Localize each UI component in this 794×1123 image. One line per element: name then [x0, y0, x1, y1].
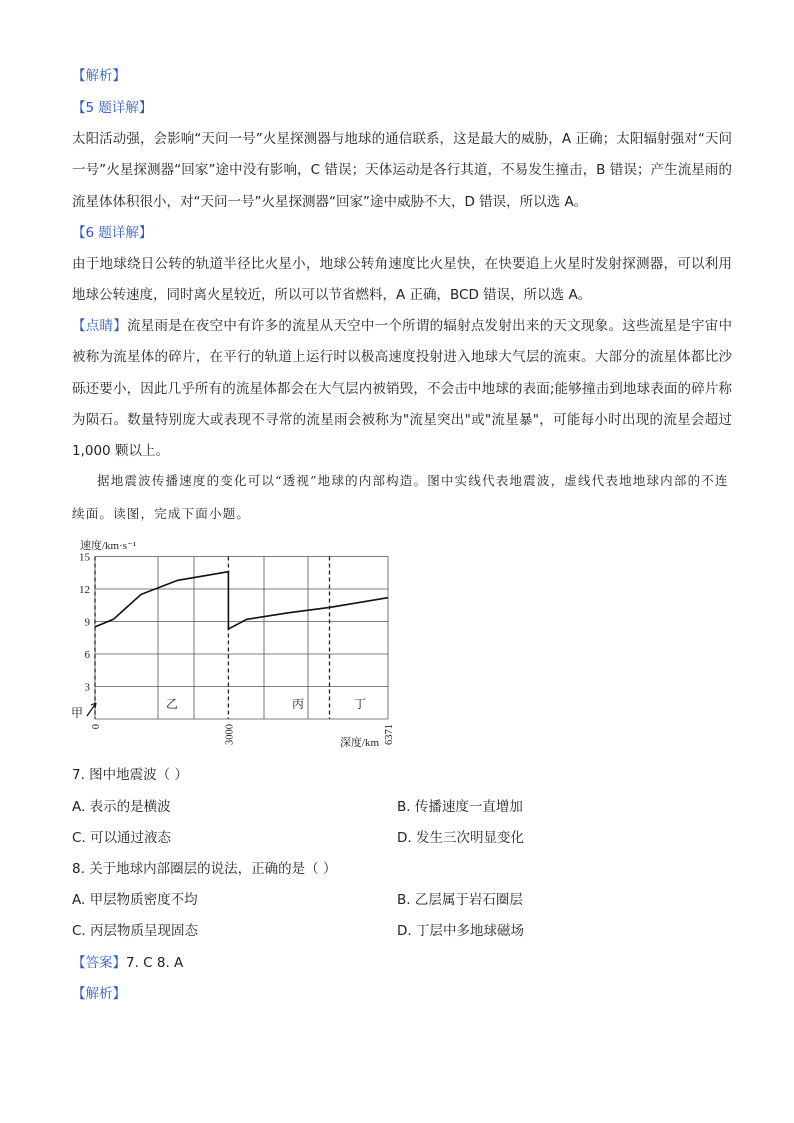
q6-explanation: 由于地球绕日公转的轨道半径比火星小，地球公转角速度比火星快，在快要追上火星时发射探测器，可以利用地球公转速度，同时离火星较近，所以可以节省燃料，A 正确，BCD 错误，所以选 A。	[72, 256, 732, 304]
tip-text: 流星雨是在夜空中有许多的流星从天空中一个所谓的辐射点发射出来的天文现象。这些流星是宇宙中被称为流星体的碎片，在平行的轨道上运行时以极高速度投射进入地球大气层的流束。大部分的流星体都比沙砾还要小，因此几乎所有的流星体都会在大气层内被销毁，不会击中地球的表面;能够撞击到地球表面的碎片称为陨石。数量特别庞大或表现不寻常的流星雨会被称为"流星突出"或"流星暴"，可能每小时出现的流星会超过 1,000 颗以上。	[72, 318, 733, 460]
layer-label-yi: 乙	[166, 697, 179, 711]
y-tick-label: 9	[84, 616, 90, 629]
question-intro: 据地震波传播速度的变化可以“透视”地球的内部构造。图中实线代表地震波，虚线代表地地球内部的不连续面。读图，完成下面小题。	[72, 473, 729, 521]
analysis-label-2: 【解析】	[72, 986, 126, 1002]
q7-stem: 7. 图中地震波（ ）	[72, 767, 188, 783]
seismic-wave-curve	[95, 572, 388, 629]
y-tick-label: 15	[79, 551, 90, 564]
layer-label-ding: 丁	[354, 697, 367, 711]
analysis-label: 【解析】	[72, 68, 126, 84]
x-tick-label: 0	[91, 724, 102, 730]
q8-option-c: C. 丙层物质呈现固态	[72, 923, 199, 939]
seismic-wave-chart	[60, 536, 400, 754]
q7-option-a: A. 表示的是横波	[72, 799, 171, 815]
y-tick-label: 6	[84, 649, 90, 661]
tip-label: 【点睛】	[72, 318, 128, 334]
y-tick-label: 3	[84, 681, 90, 694]
chart-grid	[95, 557, 388, 720]
layer-label-jia: 甲	[71, 706, 84, 720]
y-axis-label: 速度/km·s⁻¹	[80, 540, 137, 552]
q6-heading: 【6 题详解】	[72, 225, 153, 241]
q8-option-a: A. 甲层物质密度不均	[72, 892, 198, 908]
answer-label: 【答案】	[72, 955, 126, 971]
layer-label-bing: 丙	[292, 697, 305, 711]
y-tick-labels	[79, 552, 91, 694]
discontinuity-lines	[95, 557, 330, 720]
answer-text: 7. C 8. A	[126, 955, 184, 971]
q7-option-c: C. 可以通过液态	[72, 830, 172, 846]
x-axis-label: 深度/km	[340, 737, 380, 749]
q5-explanation: 太阳活动强，会影响“天问一号”火星探测器与地球的通信联系，这是最大的威胁，A 正确；太阳辐射强对“天问一号”火星探测器“回家”途中没有影响，C 错误；天体运动是各行其道，不易发生撞击，B 错误；产生流星雨的流星体体积很小，对“天问一号”火星探测器“回家”途中威胁不大，D 错误，所以选 A。	[72, 131, 732, 210]
x-tick-label: 6371	[384, 724, 395, 745]
q5-heading: 【5 题详解】	[72, 100, 153, 116]
q8-option-d: D. 丁层中多地球磁场	[397, 923, 524, 939]
x-tick-label: 3000	[224, 724, 236, 745]
answer-row	[72, 953, 183, 973]
q8-stem: 8. 关于地球内部圈层的说法，正确的是（ ）	[72, 861, 337, 877]
tip-paragraph	[72, 311, 732, 467]
q7-option-d: D. 发生三次明显变化	[397, 830, 524, 846]
y-tick-label: 12	[79, 584, 90, 596]
q7-option-b: B. 传播速度一直增加	[397, 799, 523, 815]
q8-option-b: B. 乙层属于岩石圈层	[397, 892, 523, 908]
